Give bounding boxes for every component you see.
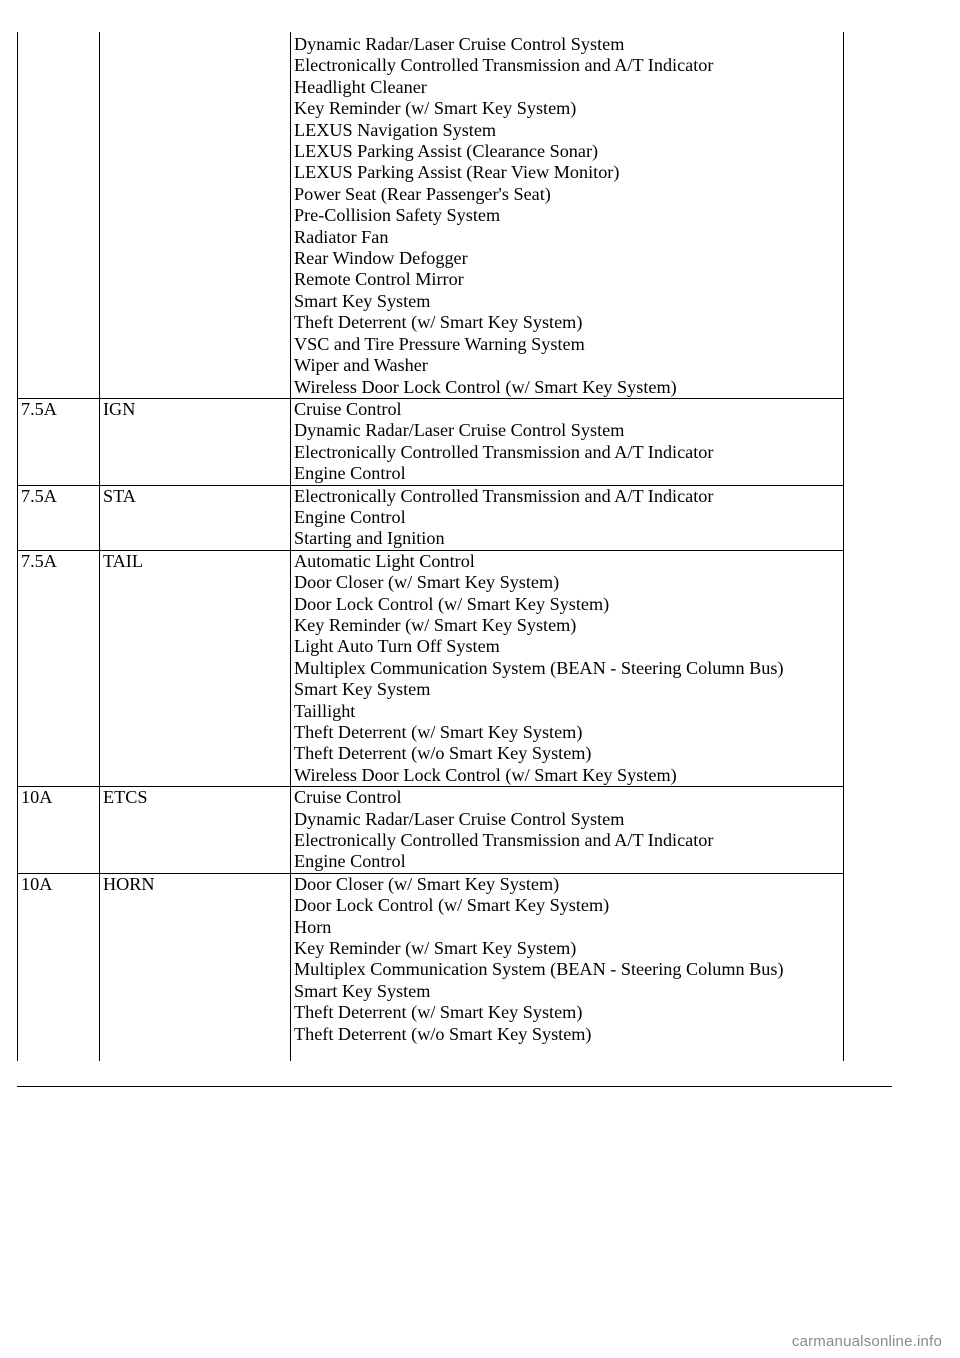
- fuse-table-body: [18, 32, 844, 1061]
- circuit-item: Multiplex Communication System (BEAN - Steering Column Bus): [294, 657, 784, 678]
- fuse-name: [100, 32, 291, 398]
- fuse-circuits: [291, 398, 844, 485]
- circuit-item: Rear Window Defogger: [294, 248, 468, 269]
- circuit-item: Multiplex Communication System (BEAN - Steering Column Bus): [294, 959, 784, 980]
- circuit-item: Theft Deterrent (w/o Smart Key System): [294, 743, 592, 764]
- circuit-item: Dynamic Radar/Laser Cruise Control System: [294, 420, 625, 441]
- circuit-item: Smart Key System: [294, 679, 431, 700]
- fuse-name: TAIL: [100, 550, 291, 786]
- circuit-item: Theft Deterrent (w/ Smart Key System): [294, 312, 583, 333]
- circuit-item: Remote Control Mirror: [294, 269, 464, 290]
- circuit-item: Automatic Light Control: [294, 550, 475, 571]
- circuit-item: Theft Deterrent (w/ Smart Key System): [294, 1002, 583, 1023]
- circuit-item: Door Closer (w/ Smart Key System): [294, 572, 560, 593]
- circuit-item: Radiator Fan: [294, 226, 389, 247]
- circuit-item: Power Seat (Rear Passenger's Seat): [294, 183, 551, 204]
- fuse-circuits: [291, 787, 844, 874]
- fuse-amperage: 7.5A: [18, 398, 100, 485]
- fuse-row: [18, 398, 844, 485]
- circuit-item: Door Closer (w/ Smart Key System): [294, 873, 560, 894]
- circuit-item: Engine Control: [294, 463, 406, 484]
- fuse-amperage: 7.5A: [18, 485, 100, 550]
- circuit-item: Wireless Door Lock Control (w/ Smart Key System): [294, 376, 677, 397]
- circuit-item: Pre-Collision Safety System: [294, 205, 501, 226]
- circuit-item: Cruise Control: [294, 787, 402, 808]
- circuit-item: Cruise Control: [294, 398, 402, 419]
- fuse-row: [18, 787, 844, 874]
- fuse-row: [18, 550, 844, 786]
- fuse-row: [18, 32, 844, 398]
- circuit-item: Light Auto Turn Off System: [294, 636, 500, 657]
- circuit-item: Taillight: [294, 700, 356, 721]
- fuse-amperage: 7.5A: [18, 550, 100, 786]
- circuit-item: Starting and Ignition: [294, 528, 445, 549]
- circuit-item: VSC and Tire Pressure Warning System: [294, 333, 585, 354]
- circuit-item: Electronically Controlled Transmission and A/T Indicator: [294, 830, 714, 851]
- fuse-name: HORN: [100, 873, 291, 1061]
- circuit-item: Engine Control: [294, 851, 406, 872]
- circuit-item: Headlight Cleaner: [294, 76, 427, 97]
- circuit-item: LEXUS Parking Assist (Clearance Sonar): [294, 141, 599, 162]
- bottom-rule: [17, 1086, 892, 1087]
- fuse-name: IGN: [100, 398, 291, 485]
- fuse-row: [18, 485, 844, 550]
- circuit-item: Key Reminder (w/ Smart Key System): [294, 938, 577, 959]
- circuit-item: Smart Key System: [294, 980, 431, 1001]
- circuit-item: Door Lock Control (w/ Smart Key System): [294, 593, 610, 614]
- circuit-item: Horn: [294, 916, 332, 937]
- circuit-item: Electronically Controlled Transmission and A/T Indicator: [294, 441, 714, 462]
- circuit-item: Wireless Door Lock Control (w/ Smart Key System): [294, 764, 677, 785]
- fuse-circuits: [291, 550, 844, 786]
- watermark: carmanualsonline.info: [791, 1333, 942, 1350]
- fuse-table: [17, 32, 844, 1061]
- circuit-item: LEXUS Navigation System: [294, 119, 497, 140]
- fuse-circuits: [291, 32, 844, 398]
- fuse-amperage: 10A: [18, 787, 100, 874]
- circuit-item: Theft Deterrent (w/ Smart Key System): [294, 722, 583, 742]
- fuse-amperage: [18, 32, 100, 398]
- fuse-circuits: [291, 485, 844, 550]
- circuit-item: Theft Deterrent (w/o Smart Key System): [294, 1023, 592, 1044]
- circuit-item: Electronically Controlled Transmission and A/T Indicator: [294, 55, 714, 76]
- circuit-item: Engine Control: [294, 506, 406, 527]
- fuse-name: ETCS: [100, 787, 291, 874]
- circuit-item: Electronically Controlled Transmission and A/T Indicator: [294, 485, 714, 506]
- fuse-amperage: 10A: [18, 873, 100, 1061]
- circuit-item: Door Lock Control (w/ Smart Key System): [294, 895, 610, 916]
- fuse-circuits: [291, 873, 844, 1061]
- circuit-item: Smart Key System: [294, 290, 431, 311]
- circuit-item: Key Reminder (w/ Smart Key System): [294, 98, 577, 119]
- circuit-item: Wiper and Washer: [294, 355, 428, 376]
- circuit-item: Key Reminder (w/ Smart Key System): [294, 614, 577, 635]
- circuit-item: LEXUS Parking Assist (Rear View Monitor): [294, 162, 620, 183]
- circuit-item: Dynamic Radar/Laser Cruise Control System: [294, 34, 625, 54]
- fuse-row: [18, 873, 844, 1061]
- fuse-name: STA: [100, 485, 291, 550]
- circuit-item: Dynamic Radar/Laser Cruise Control System: [294, 808, 625, 829]
